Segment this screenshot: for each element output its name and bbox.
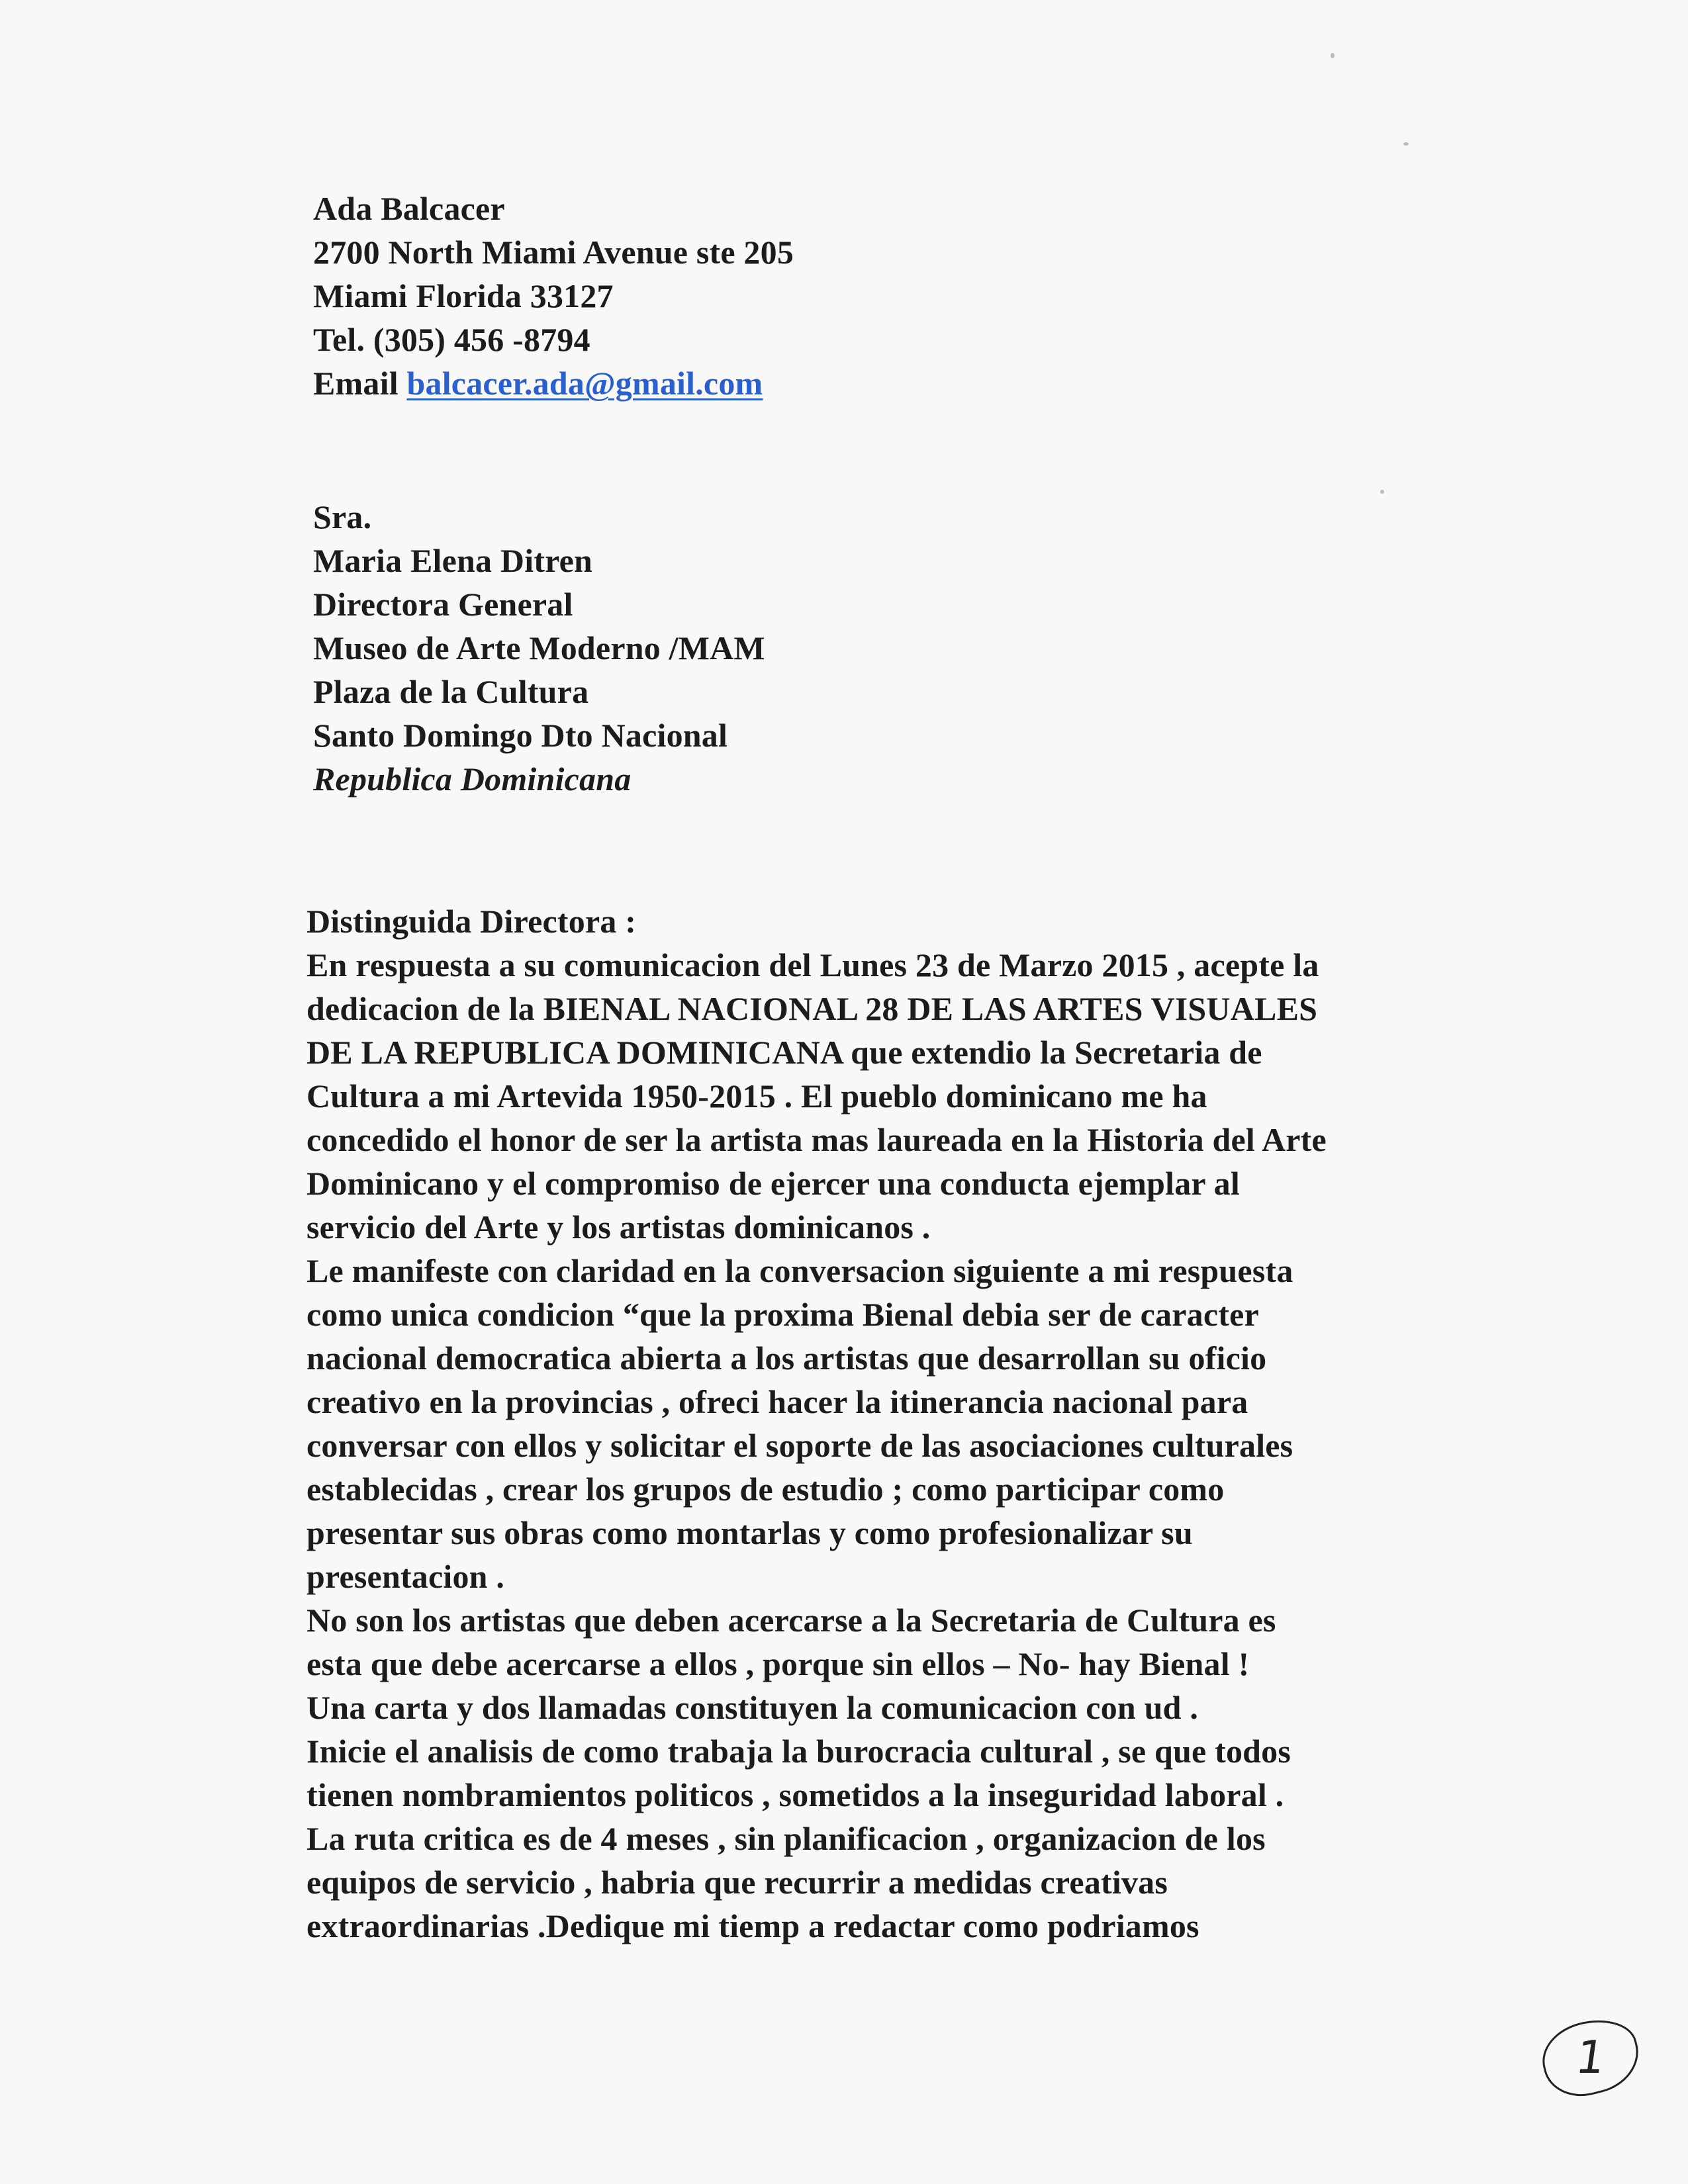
recipient-salutation: Sra. (313, 498, 372, 535)
sender-email-row (313, 361, 794, 405)
page-number-text: 1 (1572, 2031, 1609, 2084)
body-line: DE LA REPUBLICA DOMINICANA que extendio la Secretaria de (306, 1034, 1262, 1071)
recipient-institution: Museo de Arte Moderno /MAM (313, 629, 765, 666)
body-line: creativo en la provincias , ofreci hacer la itinerancia nacional para (306, 1383, 1248, 1420)
body-line: establecidas , crear los grupos de estudio ; como participar como (306, 1471, 1225, 1508)
sender-address-line1: 2700 North Miami Avenue ste 205 (313, 234, 794, 271)
recipient-name: Maria Elena Ditren (313, 542, 593, 579)
body-line: tienen nombramientos politicos , sometidos a la inseguridad laboral . (306, 1776, 1284, 1813)
body-line: dedicacion de la BIENAL NACIONAL 28 DE LAS ARTES VISUALES (306, 990, 1318, 1027)
sender-email-label: Email (313, 365, 399, 402)
body-line: como unica condicion “que la proxima Bienal debia ser de caracter (306, 1296, 1259, 1333)
body-line: Le manifeste con claridad en la conversacion siguiente a mi respuesta (306, 1252, 1293, 1289)
body-line: En respuesta a su comunicacion del Lunes 23 de Marzo 2015 , acepte la (306, 946, 1319, 983)
sender-address-line2: Miami Florida 33127 (313, 277, 614, 314)
sender-block (313, 187, 794, 405)
letter-body (306, 899, 1498, 1948)
body-line: nacional democratica abierta a los artistas que desarrollan su oficio (306, 1340, 1267, 1377)
body-line: concedido el honor de ser la artista mas laureada en la Historia del Arte (306, 1121, 1327, 1158)
body-line: presentacion . (306, 1558, 505, 1595)
sender-email-link[interactable]: balcacer.ada@gmail.com (406, 365, 763, 402)
scan-speck (1380, 490, 1384, 494)
sender-phone: Tel. (305) 456 -8794 (313, 321, 590, 358)
body-line: conversar con ellos y solicitar el soporte de las asociaciones culturales (306, 1427, 1293, 1464)
body-line: esta que debe acercarse a ellos , porque sin ellos – No- hay Bienal ! (306, 1645, 1250, 1682)
recipient-location: Plaza de la Cultura (313, 673, 589, 710)
sender-name: Ada Balcacer (313, 190, 505, 227)
body-line: Una carta y dos llamadas constituyen la comunicacion con ud . (306, 1689, 1199, 1726)
handwritten-page-number (1535, 2011, 1646, 2105)
recipient-block (313, 495, 765, 801)
recipient-country: Republica Dominicana (313, 760, 632, 797)
body-line: No son los artistas que deben acercarse a la Secretaria de Cultura es (306, 1602, 1276, 1639)
recipient-city: Santo Domingo Dto Nacional (313, 717, 728, 754)
scan-speck (1403, 142, 1409, 146)
body-line: extraordinarias .Dedique mi tiemp a redactar como podriamos (306, 1907, 1199, 1944)
scan-speck (1331, 53, 1335, 58)
body-line: Inicie el analisis de como trabaja la burocracia cultural , se que todos (306, 1733, 1291, 1770)
body-line: servicio del Arte y los artistas dominicanos . (306, 1208, 931, 1246)
body-line: Dominicano y el compromiso de ejercer una conducta ejemplar al (306, 1165, 1240, 1202)
greeting: Distinguida Directora : (306, 903, 637, 940)
body-line: La ruta critica es de 4 meses , sin planificacion , organizacion de los (306, 1820, 1266, 1857)
body-line: Cultura a mi Artevida 1950-2015 . El pueblo dominicano me ha (306, 1077, 1207, 1115)
recipient-title: Directora General (313, 586, 573, 623)
body-line: equipos de servicio , habria que recurrir a medidas creativas (306, 1864, 1168, 1901)
body-line: presentar sus obras como montarlas y como profesionalizar su (306, 1514, 1193, 1551)
